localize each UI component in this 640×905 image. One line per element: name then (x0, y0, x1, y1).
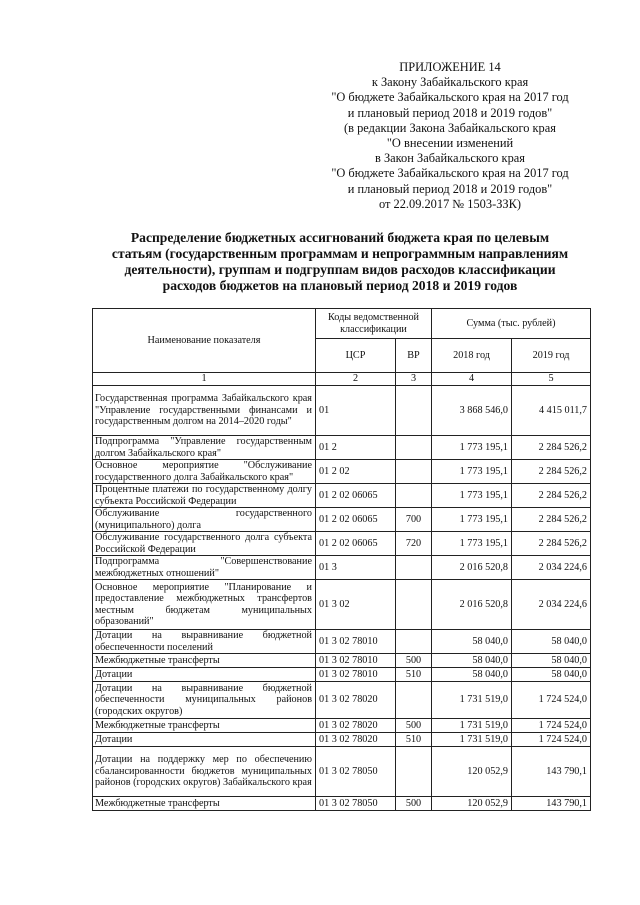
row-2019: 4 415 011,7 (512, 386, 591, 436)
table-row (93, 797, 591, 811)
table-row (93, 460, 591, 484)
row-2019: 2 284 526,2 (512, 484, 591, 508)
table-row (93, 733, 591, 747)
table-row (93, 630, 591, 654)
row-name: Дотации (93, 733, 316, 747)
row-2018: 1 773 195,1 (432, 484, 512, 508)
row-name: Межбюджетные трансферты (93, 654, 316, 668)
row-2019: 143 790,1 (512, 747, 591, 797)
header-2018: 2018 год (432, 339, 512, 373)
row-vr: 510 (396, 733, 432, 747)
table-row (93, 580, 591, 630)
row-vr (396, 460, 432, 484)
header-sum: Сумма (тыс. рублей) (432, 309, 591, 339)
row-2019: 2 284 526,2 (512, 460, 591, 484)
row-2019: 143 790,1 (512, 797, 591, 811)
row-csr: 01 3 02 78010 (316, 668, 396, 682)
row-name: Дотации на поддержку мер по обеспечению сбалансированности бюджетов муниципальных районов (городских округов) Забайкальского края (93, 747, 316, 797)
appendix-line: "О внесении изменений (386, 136, 514, 151)
table-row (93, 532, 591, 556)
row-2018: 58 040,0 (432, 630, 512, 654)
row-name: Основное мероприятие "Обслуживание государственного долга Забайкальского края" (93, 460, 316, 484)
appendix-line: от 22.09.2017 № 1503-ЗЗК) (378, 196, 522, 211)
row-2018: 120 052,9 (432, 797, 512, 811)
row-csr: 01 3 02 78050 (316, 747, 396, 797)
row-2019: 1 724 524,0 (512, 682, 591, 719)
row-name: Обслуживание государственного (муниципального) долга (93, 508, 316, 532)
title-line: деятельности), группам и подгруппам видов расходов классификации (124, 262, 556, 277)
row-2019: 1 724 524,0 (512, 733, 591, 747)
column-number: 2 (316, 373, 396, 386)
row-vr (396, 682, 432, 719)
row-2018: 3 868 546,0 (432, 386, 512, 436)
row-2018: 58 040,0 (432, 654, 512, 668)
row-2018: 1 773 195,1 (432, 532, 512, 556)
table-row (93, 386, 591, 436)
table-row (93, 556, 591, 580)
title-line: Распределение бюджетных ассигнований бюджета края по целевым (130, 230, 550, 245)
appendix-line: и плановый период 2018 и 2019 годов" (347, 105, 553, 120)
row-csr: 01 3 02 (316, 580, 396, 630)
row-name: Основное мероприятие "Планирование и предоставление межбюджетных трансфертов местным бюджетам муниципальных образований" (93, 580, 316, 630)
row-vr (396, 630, 432, 654)
column-number: 1 (93, 373, 316, 386)
appendix-heading (300, 60, 600, 212)
row-2018: 1 773 195,1 (432, 436, 512, 460)
row-vr (396, 386, 432, 436)
row-2018: 1 773 195,1 (432, 460, 512, 484)
row-2019: 58 040,0 (512, 654, 591, 668)
column-number: 3 (396, 373, 432, 386)
table-row (93, 719, 591, 733)
row-2018: 1 731 519,0 (432, 682, 512, 719)
row-csr: 01 3 02 78020 (316, 733, 396, 747)
row-2018: 1 773 195,1 (432, 508, 512, 532)
appendix-line: "О бюджете Забайкальского края на 2017 год (331, 90, 569, 105)
column-number: 5 (512, 373, 591, 386)
header-name: Наименование показателя (93, 309, 316, 373)
row-csr: 01 2 02 06065 (316, 484, 396, 508)
row-2018: 1 731 519,0 (432, 733, 512, 747)
row-2018: 2 016 520,8 (432, 556, 512, 580)
row-name: Дотации (93, 668, 316, 682)
row-name: Межбюджетные трансферты (93, 797, 316, 811)
row-name: Дотации на выравнивание бюджетной обеспеченности поселений (93, 630, 316, 654)
title-line: статьям (государственным программам и непрограммным направлениям (111, 246, 569, 261)
appendix-line: ПРИЛОЖЕНИЕ 14 (399, 60, 501, 74)
appendix-line: (в редакции Закона Забайкальского края (344, 120, 556, 135)
row-name: Обслуживание государственного долга субъекта Российской Федерации (93, 532, 316, 556)
appendix-line: и плановый период 2018 и 2019 годов" (347, 181, 553, 196)
row-csr: 01 2 (316, 436, 396, 460)
table-row (93, 668, 591, 682)
row-vr (396, 747, 432, 797)
row-2019: 2 284 526,2 (512, 508, 591, 532)
row-2018: 1 731 519,0 (432, 719, 512, 733)
row-csr: 01 2 02 (316, 460, 396, 484)
row-2019: 2 034 224,6 (512, 556, 591, 580)
row-vr: 700 (396, 508, 432, 532)
row-vr: 500 (396, 719, 432, 733)
header-vr: ВР (396, 339, 432, 373)
table-row (93, 436, 591, 460)
row-csr: 01 2 02 06065 (316, 508, 396, 532)
column-number: 4 (432, 373, 512, 386)
table-row (93, 508, 591, 532)
row-vr (396, 556, 432, 580)
row-vr (396, 436, 432, 460)
row-vr (396, 484, 432, 508)
row-2019: 1 724 524,0 (512, 719, 591, 733)
header-2019: 2019 год (512, 339, 591, 373)
column-number-row (93, 373, 591, 386)
table-row (93, 484, 591, 508)
row-vr: 720 (396, 532, 432, 556)
row-vr (396, 580, 432, 630)
appendix-line: в Закон Забайкальского края (375, 151, 525, 166)
row-2019: 2 284 526,2 (512, 532, 591, 556)
budget-table (92, 308, 591, 811)
row-csr: 01 (316, 386, 396, 436)
row-csr: 01 3 02 78010 (316, 654, 396, 668)
table-row (93, 747, 591, 797)
row-name: Межбюджетные трансферты (93, 719, 316, 733)
row-2018: 2 016 520,8 (432, 580, 512, 630)
row-vr: 510 (396, 668, 432, 682)
header-codes: Коды ведомственной классификации (316, 309, 432, 339)
row-csr: 01 3 02 78020 (316, 719, 396, 733)
table-row (93, 654, 591, 668)
row-name: Подпрограмма "Управление государственным долгом Забайкальского края" (93, 436, 316, 460)
row-vr: 500 (396, 654, 432, 668)
row-2019: 2 034 224,6 (512, 580, 591, 630)
header-csr: ЦСР (316, 339, 396, 373)
row-vr: 500 (396, 797, 432, 811)
row-name: Дотации на выравнивание бюджетной обеспеченности муниципальных районов (городских округов) (93, 682, 316, 719)
row-csr: 01 3 02 78050 (316, 797, 396, 811)
row-2019: 58 040,0 (512, 668, 591, 682)
appendix-line: к Закону Забайкальского края (371, 75, 529, 90)
row-2018: 120 052,9 (432, 747, 512, 797)
row-name: Процентные платежи по государственному долгу субъекта Российской Федерации (93, 484, 316, 508)
row-name: Подпрограмма "Совершенствование межбюджетных отношений" (93, 556, 316, 580)
row-csr: 01 2 02 06065 (316, 532, 396, 556)
table-row (93, 682, 591, 719)
title-line: расходов бюджетов на плановый период 2018 и 2019 годов (162, 278, 518, 293)
document-title (100, 230, 580, 294)
row-2019: 58 040,0 (512, 630, 591, 654)
appendix-line: "О бюджете Забайкальского края на 2017 год (331, 166, 569, 181)
row-csr: 01 3 02 78020 (316, 682, 396, 719)
row-name: Государственная программа Забайкальского края "Управление государственными финансами и государственным долгом на 2014–2020 годы" (93, 386, 316, 436)
row-csr: 01 3 02 78010 (316, 630, 396, 654)
row-2019: 2 284 526,2 (512, 436, 591, 460)
row-2018: 58 040,0 (432, 668, 512, 682)
row-csr: 01 3 (316, 556, 396, 580)
